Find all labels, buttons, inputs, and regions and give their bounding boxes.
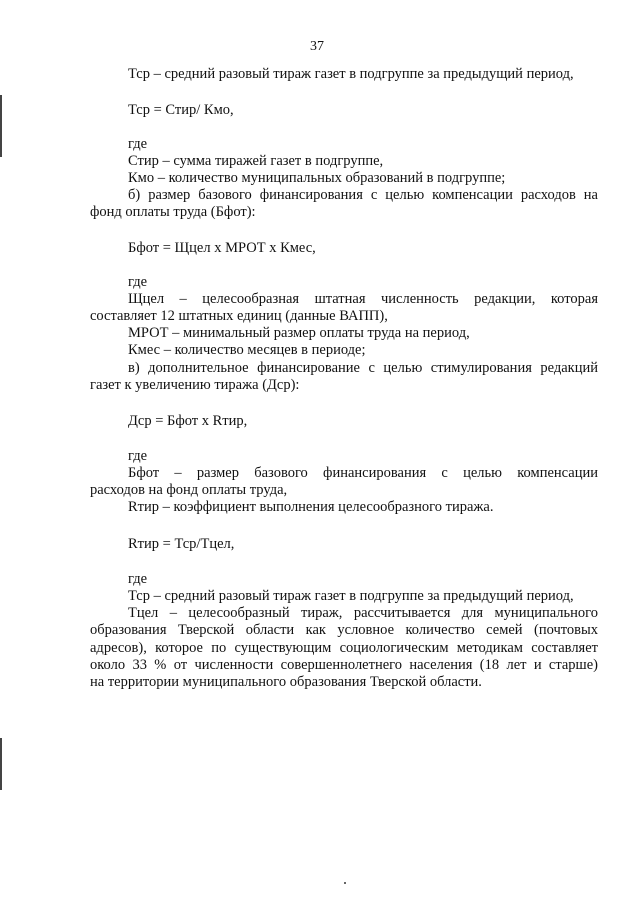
scan-edge-mark xyxy=(0,738,2,790)
text-line: Стир – сумма тиражей газет в подгруппе, xyxy=(128,153,384,169)
text-line: где xyxy=(128,136,148,152)
text-line: Тср – средний разовый тираж газет в подгруппе за предыдущий период, xyxy=(128,588,574,604)
formula-line: Тср = Стир/ Кмо, xyxy=(128,102,234,118)
text-line: Rтир – коэффициент выполнения целесообразного тиража. xyxy=(128,499,494,515)
text-line: где xyxy=(128,571,148,587)
text-line: около 33 % от численности совершеннолетнего населения (18 лет и старше) xyxy=(90,657,598,673)
text-line: Кмо – количество муниципальных образований в подгруппе; xyxy=(128,170,506,186)
text-line: в) дополнительное финансирование с целью стимулирования редакций xyxy=(128,360,598,376)
text-line: Тср – средний разовый тираж газет в подгруппе за предыдущий период, xyxy=(128,66,574,82)
scan-edge-mark xyxy=(0,95,2,157)
text-line: образования Тверской области как условное количество семей (почтовых xyxy=(90,622,598,638)
text-line: фонд оплаты труда (Бфот): xyxy=(90,204,256,220)
text-line: газет к увеличению тиража (Дср): xyxy=(90,377,300,393)
scan-speck xyxy=(344,882,346,884)
text-line: где xyxy=(128,448,148,464)
text-line: где xyxy=(128,274,148,290)
text-line: Бфот – размер базового финансирования с целью компенсации xyxy=(128,465,598,481)
text-line: МРОТ – минимальный размер оплаты труда на период, xyxy=(128,325,470,341)
text-line: расходов на фонд оплаты труда, xyxy=(90,482,288,498)
text-line: адресов), которое по существующим социологическим методикам составляет xyxy=(90,640,598,656)
text-line: составляет 12 штатных единиц (данные ВАПП), xyxy=(90,308,388,324)
page-number: 37 xyxy=(310,39,324,54)
text-line: б) размер базового финансирования с целью компенсации расходов на xyxy=(128,187,598,203)
text-line: на территории муниципального образования Тверской области. xyxy=(90,674,482,690)
formula-line: Дср = Бфот х Rтир, xyxy=(128,413,248,429)
text-line: Кмес – количество месяцев в периоде; xyxy=(128,342,366,358)
formula-line: Бфот = Щцел х МРОТ х Кмес, xyxy=(128,240,316,256)
text-line: Щцел – целесообразная штатная численность редакции, которая xyxy=(128,291,598,307)
text-line: Тцел – целесообразный тираж, рассчитывается для муниципального xyxy=(128,605,598,621)
formula-line: Rтир = Тср/Тцел, xyxy=(128,536,235,552)
